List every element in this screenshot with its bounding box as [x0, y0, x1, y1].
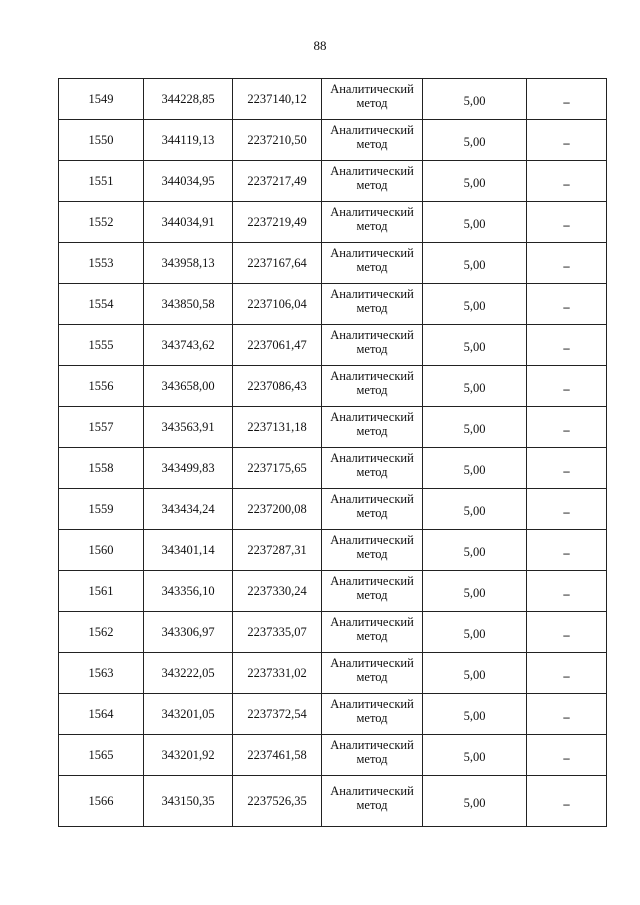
x-coordinate-cell: [144, 776, 233, 827]
point-number-text: 1552: [88, 215, 114, 229]
point-number-cell: [59, 571, 144, 612]
table-row: [59, 284, 607, 325]
coordinates-table: [58, 78, 607, 827]
y-coordinate-cell: [233, 284, 322, 325]
point-number-text: 1555: [88, 338, 114, 352]
y-coordinate-text: 2237526,35: [247, 794, 307, 808]
x-coordinate-cell: [144, 571, 233, 612]
x-coordinate-cell: [144, 735, 233, 776]
error-cell: [423, 776, 527, 827]
method-cell: [322, 120, 423, 161]
y-coordinate-text: 2237086,43: [247, 379, 307, 393]
x-coordinate-text: 343306,97: [161, 625, 215, 639]
x-coordinate-cell: [144, 489, 233, 530]
x-coordinate-cell: [144, 612, 233, 653]
x-coordinate-text: 343499,83: [161, 461, 215, 475]
y-coordinate-text: 2237372,54: [247, 707, 307, 721]
point-number-cell: [59, 776, 144, 827]
x-coordinate-text: 343201,92: [161, 748, 215, 762]
coordinates-table-body: [59, 79, 607, 827]
note-cell: [527, 612, 607, 653]
x-coordinate-text: 343850,58: [161, 297, 215, 311]
method-cell: [322, 366, 423, 407]
table-row: [59, 366, 607, 407]
table-row: [59, 530, 607, 571]
method-text: Аналитический метод: [330, 697, 414, 725]
error-cell: [423, 325, 527, 366]
point-number-text: 1565: [88, 748, 114, 762]
point-number-text: 1551: [88, 174, 114, 188]
error-text: 5,00: [463, 217, 486, 231]
point-number-text: 1563: [88, 666, 114, 680]
y-coordinate-text: 2237331,02: [247, 666, 307, 680]
x-coordinate-cell: [144, 448, 233, 489]
x-coordinate-text: 343434,24: [161, 502, 215, 516]
x-coordinate-cell: [144, 653, 233, 694]
note-cell: [527, 325, 607, 366]
method-text: Аналитический метод: [330, 164, 414, 192]
table-row: [59, 120, 607, 161]
error-cell: [423, 448, 527, 489]
y-coordinate-cell: [233, 776, 322, 827]
method-text: Аналитический метод: [330, 82, 414, 110]
error-text: 5,00: [463, 586, 486, 600]
y-coordinate-cell: [233, 448, 322, 489]
y-coordinate-text: 2237200,08: [247, 502, 307, 516]
x-coordinate-text: 344034,91: [161, 215, 215, 229]
x-coordinate-cell: [144, 325, 233, 366]
note-cell: [527, 161, 607, 202]
error-cell: [423, 284, 527, 325]
point-number-text: 1558: [88, 461, 114, 475]
error-cell: [423, 120, 527, 161]
method-text: Аналитический метод: [330, 738, 414, 766]
point-number-cell: [59, 284, 144, 325]
y-coordinate-cell: [233, 79, 322, 120]
note-text: –: [563, 628, 570, 642]
point-number-cell: [59, 120, 144, 161]
error-text: 5,00: [463, 135, 486, 149]
y-coordinate-cell: [233, 530, 322, 571]
note-text: –: [563, 177, 570, 191]
point-number-text: 1554: [88, 297, 114, 311]
error-text: 5,00: [463, 299, 486, 313]
error-text: 5,00: [463, 709, 486, 723]
point-number-cell: [59, 407, 144, 448]
y-coordinate-text: 2237175,65: [247, 461, 307, 475]
y-coordinate-cell: [233, 571, 322, 612]
note-text: –: [563, 797, 570, 811]
y-coordinate-text: 2237287,31: [247, 543, 307, 557]
note-text: –: [563, 505, 570, 519]
note-cell: [527, 571, 607, 612]
note-text: –: [563, 751, 570, 765]
method-cell: [322, 530, 423, 571]
point-number-cell: [59, 325, 144, 366]
note-cell: [527, 694, 607, 735]
method-text: Аналитический метод: [330, 123, 414, 151]
point-number-cell: [59, 489, 144, 530]
point-number-text: 1566: [88, 794, 114, 808]
note-text: –: [563, 546, 570, 560]
y-coordinate-cell: [233, 243, 322, 284]
note-cell: [527, 120, 607, 161]
table-row: [59, 489, 607, 530]
y-coordinate-cell: [233, 120, 322, 161]
page-number: 88: [313, 38, 327, 53]
x-coordinate-cell: [144, 284, 233, 325]
y-coordinate-cell: [233, 366, 322, 407]
error-text: 5,00: [463, 796, 486, 810]
table-row: [59, 694, 607, 735]
error-text: 5,00: [463, 258, 486, 272]
method-cell: [322, 79, 423, 120]
error-cell: [423, 366, 527, 407]
x-coordinate-cell: [144, 694, 233, 735]
note-text: –: [563, 300, 570, 314]
method-cell: [322, 735, 423, 776]
error-text: 5,00: [463, 340, 486, 354]
method-text: Аналитический метод: [330, 784, 414, 812]
method-text: Аналитический метод: [330, 205, 414, 233]
x-coordinate-text: 343743,62: [161, 338, 215, 352]
y-coordinate-cell: [233, 407, 322, 448]
x-coordinate-text: 343401,14: [161, 543, 215, 557]
note-cell: [527, 489, 607, 530]
method-text: Аналитический метод: [330, 451, 414, 479]
method-cell: [322, 243, 423, 284]
method-cell: [322, 161, 423, 202]
point-number-text: 1560: [88, 543, 114, 557]
error-text: 5,00: [463, 381, 486, 395]
y-coordinate-text: 2237210,50: [247, 133, 307, 147]
y-coordinate-cell: [233, 161, 322, 202]
x-coordinate-text: 343958,13: [161, 256, 215, 270]
method-cell: [322, 776, 423, 827]
method-text: Аналитический метод: [330, 287, 414, 315]
y-coordinate-cell: [233, 325, 322, 366]
method-text: Аналитический метод: [330, 533, 414, 561]
y-coordinate-text: 2237140,12: [247, 92, 307, 106]
error-cell: [423, 530, 527, 571]
point-number-cell: [59, 530, 144, 571]
note-cell: [527, 407, 607, 448]
method-cell: [322, 325, 423, 366]
note-cell: [527, 448, 607, 489]
error-text: 5,00: [463, 627, 486, 641]
table-row: [59, 776, 607, 827]
error-cell: [423, 653, 527, 694]
note-text: –: [563, 587, 570, 601]
note-text: –: [563, 464, 570, 478]
point-number-cell: [59, 243, 144, 284]
point-number-cell: [59, 202, 144, 243]
y-coordinate-cell: [233, 694, 322, 735]
note-text: –: [563, 259, 570, 273]
note-text: –: [563, 218, 570, 232]
y-coordinate-cell: [233, 612, 322, 653]
note-text: –: [563, 669, 570, 683]
x-coordinate-cell: [144, 407, 233, 448]
x-coordinate-cell: [144, 161, 233, 202]
method-text: Аналитический метод: [330, 328, 414, 356]
method-text: Аналитический метод: [330, 574, 414, 602]
x-coordinate-cell: [144, 120, 233, 161]
method-text: Аналитический метод: [330, 492, 414, 520]
y-coordinate-text: 2237330,24: [247, 584, 307, 598]
x-coordinate-text: 344119,13: [161, 133, 215, 147]
y-coordinate-text: 2237461,58: [247, 748, 307, 762]
method-text: Аналитический метод: [330, 410, 414, 438]
error-cell: [423, 571, 527, 612]
point-number-cell: [59, 653, 144, 694]
y-coordinate-text: 2237219,49: [247, 215, 307, 229]
method-text: Аналитический метод: [330, 656, 414, 684]
note-text: –: [563, 382, 570, 396]
note-cell: [527, 530, 607, 571]
x-coordinate-text: 343356,10: [161, 584, 215, 598]
point-number-cell: [59, 694, 144, 735]
point-number-text: 1553: [88, 256, 114, 270]
table-row: [59, 325, 607, 366]
method-cell: [322, 489, 423, 530]
y-coordinate-cell: [233, 202, 322, 243]
note-text: –: [563, 341, 570, 355]
error-text: 5,00: [463, 463, 486, 477]
note-cell: [527, 284, 607, 325]
method-text: Аналитический метод: [330, 369, 414, 397]
table-row: [59, 612, 607, 653]
x-coordinate-text: 343201,05: [161, 707, 215, 721]
point-number-text: 1549: [88, 92, 114, 106]
point-number-text: 1556: [88, 379, 114, 393]
table-row: [59, 202, 607, 243]
error-cell: [423, 694, 527, 735]
error-cell: [423, 735, 527, 776]
x-coordinate-cell: [144, 202, 233, 243]
error-text: 5,00: [463, 94, 486, 108]
x-coordinate-text: 343658,00: [161, 379, 215, 393]
point-number-cell: [59, 612, 144, 653]
x-coordinate-cell: [144, 79, 233, 120]
note-cell: [527, 653, 607, 694]
note-cell: [527, 735, 607, 776]
method-cell: [322, 653, 423, 694]
y-coordinate-cell: [233, 735, 322, 776]
note-cell: [527, 79, 607, 120]
x-coordinate-text: 343222,05: [161, 666, 215, 680]
table-row: [59, 571, 607, 612]
point-number-text: 1562: [88, 625, 114, 639]
note-text: –: [563, 710, 570, 724]
x-coordinate-cell: [144, 366, 233, 407]
table-row: [59, 448, 607, 489]
x-coordinate-cell: [144, 530, 233, 571]
x-coordinate-text: 343563,91: [161, 420, 215, 434]
error-cell: [423, 243, 527, 284]
note-cell: [527, 366, 607, 407]
point-number-text: 1557: [88, 420, 114, 434]
point-number-text: 1561: [88, 584, 114, 598]
table-row: [59, 161, 607, 202]
error-text: 5,00: [463, 750, 486, 764]
note-text: –: [563, 423, 570, 437]
method-cell: [322, 694, 423, 735]
note-text: –: [563, 136, 570, 150]
method-text: Аналитический метод: [330, 615, 414, 643]
error-cell: [423, 161, 527, 202]
method-cell: [322, 571, 423, 612]
method-cell: [322, 284, 423, 325]
point-number-cell: [59, 79, 144, 120]
error-text: 5,00: [463, 176, 486, 190]
error-cell: [423, 489, 527, 530]
y-coordinate-text: 2237131,18: [247, 420, 307, 434]
note-cell: [527, 243, 607, 284]
error-text: 5,00: [463, 668, 486, 682]
error-text: 5,00: [463, 422, 486, 436]
error-text: 5,00: [463, 504, 486, 518]
table-row: [59, 735, 607, 776]
error-cell: [423, 202, 527, 243]
table-row: [59, 653, 607, 694]
y-coordinate-text: 2237335,07: [247, 625, 307, 639]
point-number-text: 1559: [88, 502, 114, 516]
error-cell: [423, 79, 527, 120]
note-text: –: [563, 95, 570, 109]
method-cell: [322, 202, 423, 243]
method-cell: [322, 448, 423, 489]
point-number-cell: [59, 366, 144, 407]
y-coordinate-text: 2237106,04: [247, 297, 307, 311]
table-row: [59, 407, 607, 448]
error-cell: [423, 407, 527, 448]
x-coordinate-cell: [144, 243, 233, 284]
y-coordinate-text: 2237167,64: [247, 256, 307, 270]
point-number-cell: [59, 448, 144, 489]
table-row: [59, 243, 607, 284]
method-cell: [322, 407, 423, 448]
x-coordinate-text: 344228,85: [161, 92, 215, 106]
y-coordinate-text: 2237061,47: [247, 338, 307, 352]
point-number-cell: [59, 735, 144, 776]
y-coordinate-text: 2237217,49: [247, 174, 307, 188]
point-number-text: 1564: [88, 707, 114, 721]
x-coordinate-text: 343150,35: [161, 794, 215, 808]
method-text: Аналитический метод: [330, 246, 414, 274]
note-cell: [527, 776, 607, 827]
error-cell: [423, 612, 527, 653]
x-coordinate-text: 344034,95: [161, 174, 215, 188]
point-number-text: 1550: [88, 133, 114, 147]
point-number-cell: [59, 161, 144, 202]
note-cell: [527, 202, 607, 243]
y-coordinate-cell: [233, 653, 322, 694]
table-row: [59, 79, 607, 120]
y-coordinate-cell: [233, 489, 322, 530]
method-cell: [322, 612, 423, 653]
error-text: 5,00: [463, 545, 486, 559]
